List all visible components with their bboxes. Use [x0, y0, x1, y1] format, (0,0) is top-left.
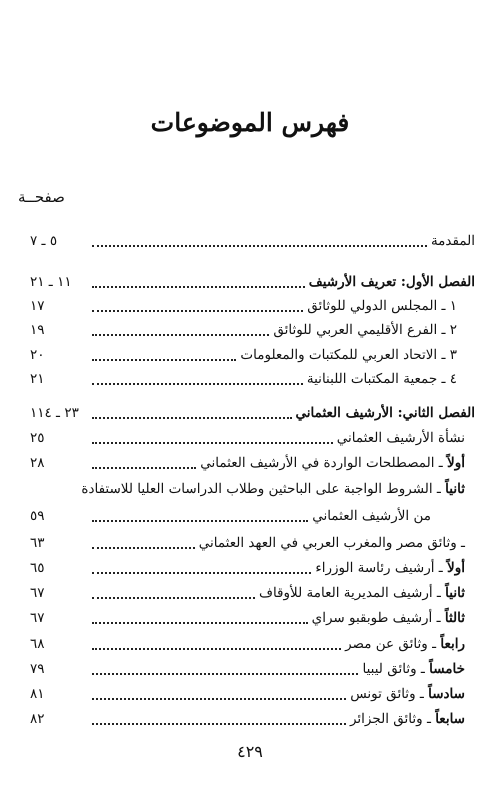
- toc-entry: [30, 479, 475, 499]
- dot-leader: [92, 622, 308, 624]
- toc-entry: [30, 320, 475, 340]
- dot-leader: [92, 520, 308, 522]
- toc-entry-text: ـ وثائق الجزائر: [349, 711, 436, 727]
- toc-entry-text: ـ أرشيف رئاسة الوزراء: [315, 560, 448, 576]
- toc-entry: [30, 659, 475, 679]
- toc-entry-prefix: ثالثاً: [444, 610, 465, 626]
- toc-entry-page: ٢١: [30, 371, 45, 387]
- dot-leader: [92, 467, 196, 469]
- toc-entry: [30, 296, 475, 316]
- toc-entry-page: ٢٠: [30, 347, 45, 363]
- toc-entry: [30, 345, 475, 365]
- toc-entry-page: ٦٣: [30, 535, 45, 551]
- toc-entry-text: ـ وثائق تونس: [350, 686, 429, 702]
- toc-entry-title: [350, 709, 465, 729]
- toc-entry-title: [350, 684, 465, 704]
- toc-entry-text: ـ الشروط الواجبة على الباحثين وطلاب الدراسات العليا للاستفادة: [81, 481, 446, 497]
- dot-leader: [92, 648, 341, 650]
- toc-entry-page: ٥ ـ ٧: [30, 233, 58, 249]
- toc-entry-page: ٧٩: [30, 661, 45, 677]
- dot-leader: [92, 286, 305, 288]
- toc-entry: [30, 533, 475, 553]
- toc-entry: [30, 583, 475, 603]
- dot-leader: [92, 310, 303, 312]
- toc-entry-title: [81, 479, 465, 499]
- dot-leader: [92, 698, 346, 700]
- toc-entry-prefix: ثانياً: [445, 481, 465, 497]
- toc-entry-page: ٢٣ ـ ١١٤: [30, 405, 79, 421]
- toc-entry-page: ٦٧: [30, 585, 45, 601]
- dot-leader: [92, 417, 292, 419]
- toc-entry-page: ٦٧: [30, 610, 45, 626]
- toc-entry: [30, 272, 475, 292]
- toc-entry-title: ٣ ـ الاتحاد العربي للمكتبات والمعلومات: [240, 347, 457, 363]
- toc-entry: [30, 428, 475, 448]
- toc-entry-page: ١٧: [30, 298, 45, 314]
- toc-entry-page: ٦٥: [30, 560, 45, 576]
- dot-leader: [92, 547, 195, 549]
- toc-entry-text: ـ أرشيف طوبقبو سراي: [311, 610, 445, 626]
- toc-entry-text: ـ وثائق عن مصر: [345, 636, 441, 652]
- toc-entry: [30, 709, 475, 729]
- toc-entry-title: ـ وثائق مصر والمغرب العربي في العهد العثماني: [198, 535, 465, 551]
- toc-entry-title: [312, 608, 465, 628]
- toc-entry-page: ٨١: [30, 686, 45, 702]
- toc-entry-title: [345, 634, 465, 654]
- toc-entry-page: ٦٨: [30, 636, 45, 652]
- toc-entry-text: ـ المصطلحات الواردة في الأرشيف العثماني: [200, 455, 448, 471]
- footer-page-number: ٤٢٩: [237, 742, 263, 761]
- page-column-label: صفحــة: [18, 188, 65, 206]
- toc-entry-title: ٤ ـ جمعية المكتبات اللبنانية: [306, 371, 457, 387]
- toc-entry-title: [315, 558, 465, 578]
- dot-leader: [92, 334, 269, 336]
- toc-entry-prefix: خامساً: [429, 661, 465, 677]
- toc-entry-title: [259, 583, 465, 603]
- toc-entry-page: ٢٨: [30, 455, 45, 471]
- toc-entry-text: ـ وثائق ليبيا: [362, 661, 430, 677]
- toc-entry: [30, 634, 475, 654]
- toc-entry-title: ٢ ـ الفرع الأقليمي العربي للوثائق: [273, 322, 457, 338]
- toc-entry-title: المقدمة: [430, 233, 475, 249]
- toc-entry-prefix: أولاً: [447, 455, 465, 471]
- dot-leader: [92, 673, 358, 675]
- toc-entry: [30, 369, 475, 389]
- toc-entry-page: ٢٥: [30, 430, 45, 446]
- dot-leader: [92, 245, 427, 247]
- toc-entry-page: ١٩: [30, 322, 45, 338]
- toc-entry: [30, 506, 475, 526]
- toc-entry-prefix: ثانياً: [445, 585, 465, 601]
- toc-entry-text: ـ أرشيف المديرية العامة للأوقاف: [258, 585, 446, 601]
- dot-leader: [92, 442, 333, 444]
- toc-entry-page: ٨٢: [30, 711, 45, 727]
- toc-entry: [30, 558, 475, 578]
- toc-entry-prefix: رابعاً: [440, 636, 465, 652]
- dot-leader: [92, 383, 303, 385]
- dot-leader: [92, 723, 346, 725]
- dot-leader: [92, 597, 255, 599]
- toc-entry-title: نشأة الأرشيف العثماني: [336, 430, 465, 446]
- toc-entry-title: [200, 453, 465, 473]
- toc-entry-prefix: سادساً: [428, 686, 465, 702]
- dot-leader: [92, 572, 311, 574]
- toc-entry: [30, 453, 475, 473]
- toc-entry-page: ١١ ـ ٢١: [30, 274, 72, 290]
- toc-entry: [30, 403, 475, 423]
- dot-leader: [92, 359, 236, 361]
- page-title: فهرس الموضوعات: [150, 108, 350, 137]
- toc-entry-prefix: أولاً: [447, 560, 465, 576]
- toc-entry: [30, 684, 475, 704]
- toc-entry-title: الفصل الثاني: الأرشيف العثماني: [295, 405, 475, 421]
- toc-entry: [30, 231, 475, 251]
- toc-entry-title: ١ ـ المجلس الدولي للوثائق: [307, 298, 457, 314]
- toc-entry-title: [362, 659, 465, 679]
- toc-entry-page: ٥٩: [30, 508, 45, 524]
- toc-entry-title: من الأرشيف العثماني: [312, 508, 431, 524]
- toc-entry-title: الفصل الأول: تعريف الأرشيف: [308, 274, 475, 290]
- toc-entry-prefix: سابعاً: [435, 711, 465, 727]
- toc-entry: [30, 608, 475, 628]
